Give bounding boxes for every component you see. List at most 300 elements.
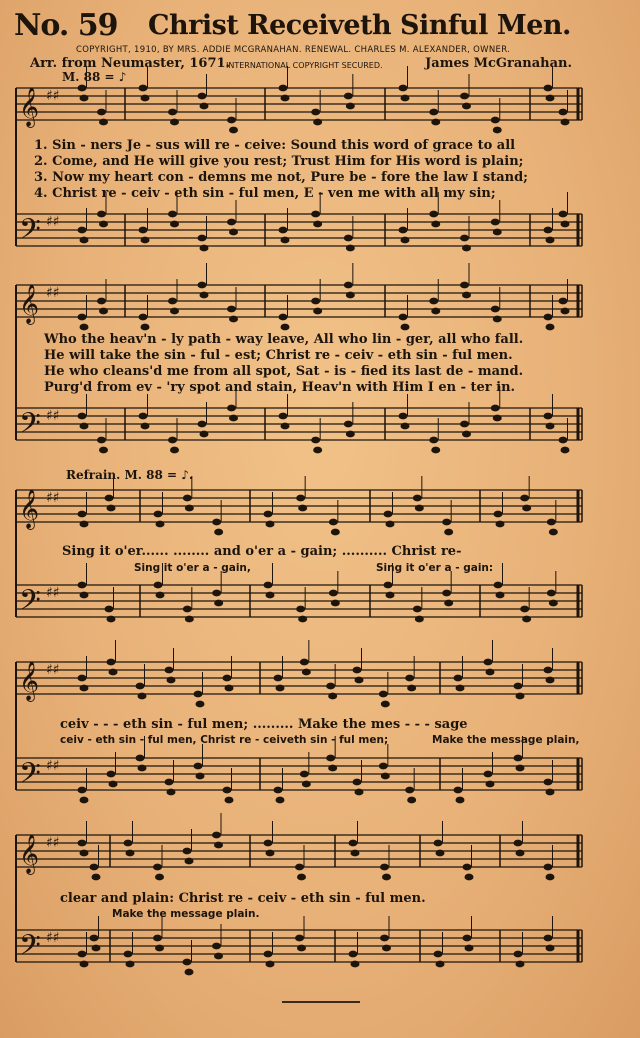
note-head bbox=[105, 606, 114, 613]
refrain-alto-line-1b: Sing it o'er a - gain: bbox=[376, 562, 494, 574]
note-head bbox=[214, 842, 223, 849]
note-head bbox=[401, 237, 410, 244]
note-head bbox=[229, 229, 238, 236]
note-head bbox=[170, 447, 179, 454]
note-head bbox=[185, 616, 194, 623]
note-head bbox=[227, 405, 236, 412]
note-head bbox=[105, 495, 114, 502]
note-head bbox=[436, 850, 445, 857]
note-head bbox=[298, 505, 307, 512]
note-head bbox=[194, 691, 203, 698]
note-head bbox=[547, 519, 556, 526]
note-head bbox=[107, 771, 116, 778]
note-head bbox=[546, 95, 555, 102]
note-head bbox=[313, 119, 322, 126]
note-head bbox=[434, 951, 443, 958]
note-head bbox=[296, 606, 305, 613]
note-head bbox=[229, 415, 238, 422]
note-head bbox=[520, 495, 529, 502]
note-head bbox=[78, 314, 87, 321]
refrain-alto-line-2a: ceiv - eth sin - ful men, Christ re - ceiveth sin - ful men; bbox=[60, 734, 389, 746]
refrain-tempo-marking: Refrain. M. 88 = ♪. bbox=[66, 468, 194, 482]
note-head bbox=[484, 659, 493, 666]
note-head bbox=[276, 797, 285, 804]
bass-clef: 𝄢 bbox=[19, 213, 41, 253]
note-head bbox=[107, 616, 116, 623]
note-head bbox=[141, 324, 150, 331]
note-head bbox=[384, 511, 393, 518]
note-head bbox=[170, 221, 179, 228]
note-head bbox=[544, 413, 553, 420]
note-head bbox=[559, 211, 568, 218]
hymn-title: Christ Receiveth Sinful Men. bbox=[148, 10, 571, 41]
note-head bbox=[460, 282, 469, 289]
note-head bbox=[124, 840, 133, 847]
note-head bbox=[165, 667, 174, 674]
note-head bbox=[80, 592, 89, 599]
note-head bbox=[460, 93, 469, 100]
note-head bbox=[109, 781, 118, 788]
note-head bbox=[124, 951, 133, 958]
note-head bbox=[546, 423, 555, 430]
note-head bbox=[109, 669, 118, 676]
note-head bbox=[463, 864, 472, 871]
note-head bbox=[168, 109, 177, 116]
note-head bbox=[311, 437, 320, 444]
note-head bbox=[460, 421, 469, 428]
note-head bbox=[429, 211, 438, 218]
note-head bbox=[80, 961, 89, 968]
note-head bbox=[386, 521, 395, 528]
note-head bbox=[328, 765, 337, 772]
note-head bbox=[329, 590, 338, 597]
note-head bbox=[90, 864, 99, 871]
note-head bbox=[279, 85, 288, 92]
note-head bbox=[493, 229, 502, 236]
note-head bbox=[80, 324, 89, 331]
note-head bbox=[266, 850, 275, 857]
note-head bbox=[496, 521, 505, 528]
note-head bbox=[415, 616, 424, 623]
note-head bbox=[274, 675, 283, 682]
note-head bbox=[165, 779, 174, 786]
note-head bbox=[136, 755, 145, 762]
note-head bbox=[463, 935, 472, 942]
note-head bbox=[302, 669, 311, 676]
note-head bbox=[139, 227, 148, 234]
note-head bbox=[494, 582, 503, 589]
bass-clef: 𝄢 bbox=[19, 757, 41, 797]
note-head bbox=[351, 961, 360, 968]
end-rule bbox=[282, 1001, 360, 1003]
note-head bbox=[346, 245, 355, 252]
note-head bbox=[462, 431, 471, 438]
note-head bbox=[407, 797, 416, 804]
note-head bbox=[462, 292, 471, 299]
note-head bbox=[136, 683, 145, 690]
note-head bbox=[413, 606, 422, 613]
note-head bbox=[227, 306, 236, 313]
note-head bbox=[313, 221, 322, 228]
note-head bbox=[225, 685, 234, 692]
note-head bbox=[380, 935, 389, 942]
note-head bbox=[264, 951, 273, 958]
note-head bbox=[107, 659, 116, 666]
verse-2-line-2: He will take the sin - ful - est; Christ re - ceiv - eth sin - ful men. bbox=[44, 348, 513, 363]
note-head bbox=[559, 437, 568, 444]
note-head bbox=[544, 314, 553, 321]
clefs bbox=[19, 87, 60, 969]
note-head bbox=[434, 840, 443, 847]
verse-2-line-1: 2. Come, and He will give you rest; Trust Him for His word is plain; bbox=[34, 154, 524, 169]
note-head bbox=[200, 245, 209, 252]
note-head bbox=[355, 789, 364, 796]
note-head bbox=[493, 127, 502, 134]
note-head bbox=[185, 858, 194, 865]
note-head bbox=[399, 413, 408, 420]
note-head bbox=[80, 850, 89, 857]
note-head bbox=[486, 781, 495, 788]
key-signature: ♯♯ bbox=[46, 490, 60, 506]
note-head bbox=[313, 308, 322, 315]
note-head bbox=[405, 787, 414, 794]
note-head bbox=[168, 298, 177, 305]
note-heads bbox=[78, 66, 570, 975]
note-head bbox=[380, 864, 389, 871]
bass-clef: 𝄢 bbox=[19, 584, 41, 624]
note-head bbox=[198, 93, 207, 100]
note-head bbox=[516, 850, 525, 857]
note-head bbox=[454, 675, 463, 682]
note-head bbox=[223, 675, 232, 682]
note-head bbox=[300, 659, 309, 666]
note-head bbox=[401, 95, 410, 102]
note-head bbox=[491, 219, 500, 226]
note-head bbox=[384, 582, 393, 589]
verse-4-line-1: 4. Christ re - ceiv - eth sin - ful men, E - ven me with all my sin; bbox=[34, 186, 496, 201]
note-head bbox=[331, 529, 340, 536]
note-head bbox=[80, 95, 89, 102]
note-head bbox=[295, 935, 304, 942]
note-head bbox=[444, 529, 453, 536]
note-head bbox=[544, 935, 553, 942]
note-head bbox=[99, 308, 108, 315]
note-head bbox=[544, 85, 553, 92]
note-head bbox=[212, 519, 221, 526]
note-head bbox=[78, 675, 87, 682]
note-head bbox=[295, 864, 304, 871]
note-head bbox=[168, 211, 177, 218]
note-head bbox=[382, 945, 391, 952]
note-head bbox=[99, 119, 108, 126]
note-head bbox=[227, 117, 236, 124]
refrain-line-1: Sing it o'er...... ........ and o'er a - gain; .......... Christ re- bbox=[62, 544, 462, 559]
note-head bbox=[442, 590, 451, 597]
note-head bbox=[431, 119, 440, 126]
note-head bbox=[549, 600, 558, 607]
note-head bbox=[170, 119, 179, 126]
note-head bbox=[183, 495, 192, 502]
key-signature: ♯♯ bbox=[46, 930, 60, 946]
note-head bbox=[346, 292, 355, 299]
treble-clef: 𝄞 bbox=[19, 489, 40, 529]
note-head bbox=[200, 292, 209, 299]
note-head bbox=[78, 511, 87, 518]
key-signature: ♯♯ bbox=[46, 662, 60, 678]
note-head bbox=[436, 961, 445, 968]
note-head bbox=[465, 874, 474, 881]
note-head bbox=[522, 616, 531, 623]
note-head bbox=[296, 495, 305, 502]
note-head bbox=[198, 235, 207, 242]
treble-clef: 𝄞 bbox=[19, 661, 40, 701]
note-head bbox=[99, 221, 108, 228]
note-head bbox=[386, 592, 395, 599]
note-head bbox=[154, 511, 163, 518]
treble-clef: 𝄞 bbox=[19, 87, 40, 127]
note-head bbox=[329, 519, 338, 526]
note-head bbox=[168, 437, 177, 444]
note-head bbox=[462, 103, 471, 110]
note-head bbox=[444, 600, 453, 607]
note-head bbox=[266, 521, 275, 528]
note-head bbox=[185, 505, 194, 512]
key-signature: ♯♯ bbox=[46, 585, 60, 601]
note-head bbox=[381, 701, 390, 708]
note-head bbox=[561, 221, 570, 228]
note-head bbox=[78, 582, 87, 589]
note-head bbox=[92, 874, 101, 881]
note-head bbox=[522, 505, 531, 512]
verse-3-line-1: 3. Now my heart con - demns me not, Pure be - fore the law I stand; bbox=[34, 170, 528, 185]
note-head bbox=[167, 789, 176, 796]
note-head bbox=[225, 797, 234, 804]
note-head bbox=[78, 840, 87, 847]
note-head bbox=[139, 413, 148, 420]
note-head bbox=[80, 797, 89, 804]
note-head bbox=[78, 951, 87, 958]
key-signature: ♯♯ bbox=[46, 835, 60, 851]
note-head bbox=[138, 693, 147, 700]
note-head bbox=[413, 495, 422, 502]
note-head bbox=[279, 413, 288, 420]
note-head bbox=[279, 314, 288, 321]
note-head bbox=[170, 308, 179, 315]
note-head bbox=[353, 667, 362, 674]
note-head bbox=[399, 85, 408, 92]
note-head bbox=[139, 85, 148, 92]
note-head bbox=[80, 423, 89, 430]
note-head bbox=[331, 600, 340, 607]
key-signature: ♯♯ bbox=[46, 88, 60, 104]
note-head bbox=[456, 797, 465, 804]
refrain-alto-line-2b: Make the message plain, bbox=[432, 734, 580, 746]
note-head bbox=[155, 874, 164, 881]
note-head bbox=[547, 590, 556, 597]
note-head bbox=[349, 840, 358, 847]
note-head bbox=[349, 951, 358, 958]
note-head bbox=[212, 590, 221, 597]
note-head bbox=[153, 935, 162, 942]
note-head bbox=[514, 755, 523, 762]
note-head bbox=[274, 787, 283, 794]
composer-credit: James McGranahan. bbox=[425, 56, 572, 71]
note-head bbox=[344, 235, 353, 242]
note-head bbox=[544, 227, 553, 234]
note-head bbox=[415, 505, 424, 512]
refrain-line-3: clear and plain: Christ re - ceiv - eth sin - ful men. bbox=[60, 891, 426, 906]
note-head bbox=[153, 864, 162, 871]
note-head bbox=[200, 431, 209, 438]
refrain-alto-line-3: Make the message plain. bbox=[112, 908, 260, 920]
note-head bbox=[97, 211, 106, 218]
key-signature: ♯♯ bbox=[46, 214, 60, 230]
note-head bbox=[264, 511, 273, 518]
note-head bbox=[355, 677, 364, 684]
treble-clef: 𝄞 bbox=[19, 284, 40, 324]
refrain-alto-line-1a: Sing it o'er a - gain, bbox=[134, 562, 251, 574]
note-head bbox=[126, 850, 135, 857]
note-head bbox=[429, 109, 438, 116]
note-head bbox=[544, 864, 553, 871]
note-head bbox=[514, 840, 523, 847]
hymn-number: No. 59 bbox=[14, 8, 118, 43]
note-head bbox=[194, 763, 203, 770]
note-head bbox=[561, 447, 570, 454]
verse-3-line-2: He who cleans'd me from all spot, Sat - is - fied its last de - mand. bbox=[44, 364, 524, 379]
note-head bbox=[465, 945, 474, 952]
note-head bbox=[80, 521, 89, 528]
note-head bbox=[546, 677, 555, 684]
note-head bbox=[227, 219, 236, 226]
note-head bbox=[302, 781, 311, 788]
note-head bbox=[264, 840, 273, 847]
note-head bbox=[78, 227, 87, 234]
bass-clef: 𝄢 bbox=[19, 929, 41, 969]
note-head bbox=[141, 237, 150, 244]
note-head bbox=[281, 324, 290, 331]
note-head bbox=[78, 413, 87, 420]
note-head bbox=[198, 421, 207, 428]
note-head bbox=[80, 685, 89, 692]
note-head bbox=[328, 693, 337, 700]
note-head bbox=[496, 592, 505, 599]
note-head bbox=[431, 447, 440, 454]
note-head bbox=[214, 529, 223, 536]
note-head bbox=[442, 519, 451, 526]
note-head bbox=[484, 771, 493, 778]
note-head bbox=[346, 103, 355, 110]
note-head bbox=[546, 874, 555, 881]
note-head bbox=[212, 943, 221, 950]
note-head bbox=[559, 109, 568, 116]
note-head bbox=[141, 423, 150, 430]
note-head bbox=[300, 771, 309, 778]
note-head bbox=[546, 789, 555, 796]
note-head bbox=[279, 227, 288, 234]
note-head bbox=[97, 109, 106, 116]
note-head bbox=[353, 779, 362, 786]
note-head bbox=[344, 421, 353, 428]
note-head bbox=[346, 431, 355, 438]
note-head bbox=[107, 505, 116, 512]
note-head bbox=[516, 765, 525, 772]
note-head bbox=[382, 874, 391, 881]
note-head bbox=[401, 324, 410, 331]
note-head bbox=[381, 773, 390, 780]
note-head bbox=[196, 701, 205, 708]
note-head bbox=[196, 773, 205, 780]
key-signature: ♯♯ bbox=[46, 758, 60, 774]
note-head bbox=[313, 447, 322, 454]
note-head bbox=[266, 961, 275, 968]
key-signature: ♯♯ bbox=[46, 408, 60, 424]
note-head bbox=[351, 850, 360, 857]
note-head bbox=[326, 683, 335, 690]
note-head bbox=[559, 298, 568, 305]
verse-1-line-1: 1. Sin - ners Je - sus will re - ceive: Sound this word of grace to all bbox=[34, 138, 516, 153]
note-head bbox=[281, 237, 290, 244]
note-head bbox=[298, 616, 307, 623]
note-head bbox=[214, 600, 223, 607]
note-head bbox=[561, 119, 570, 126]
note-head bbox=[344, 282, 353, 289]
note-head bbox=[154, 582, 163, 589]
note-head bbox=[214, 953, 223, 960]
note-head bbox=[546, 945, 555, 952]
note-head bbox=[544, 779, 553, 786]
note-head bbox=[90, 935, 99, 942]
note-head bbox=[198, 282, 207, 289]
note-head bbox=[264, 582, 273, 589]
note-head bbox=[379, 763, 388, 770]
note-head bbox=[561, 308, 570, 315]
note-head bbox=[311, 109, 320, 116]
note-head bbox=[379, 691, 388, 698]
arranger-credit: Arr. from Neumaster, 1671. bbox=[30, 56, 231, 71]
note-head bbox=[399, 227, 408, 234]
note-head bbox=[456, 685, 465, 692]
note-head bbox=[344, 93, 353, 100]
note-head bbox=[78, 85, 87, 92]
note-head bbox=[297, 945, 306, 952]
note-head bbox=[460, 235, 469, 242]
note-head bbox=[514, 683, 523, 690]
note-head bbox=[546, 237, 555, 244]
copyright-notice: COPYRIGHT, 1910, BY MRS. ADDIE MCGRANAHAN. RENEWAL. CHARLES M. ALEXANDER, OWNER. bbox=[76, 45, 511, 55]
note-head bbox=[549, 529, 558, 536]
note-head bbox=[183, 959, 192, 966]
note-head bbox=[493, 415, 502, 422]
note-head bbox=[454, 787, 463, 794]
note-head bbox=[546, 324, 555, 331]
verse-1-line-2: Who the heav'n - ly path - way leave, All who lin - ger, all who fall. bbox=[44, 332, 524, 347]
note-head bbox=[491, 405, 500, 412]
key-signature: ♯♯ bbox=[46, 285, 60, 301]
note-head bbox=[311, 298, 320, 305]
note-head bbox=[97, 298, 106, 305]
note-head bbox=[462, 245, 471, 252]
bass-clef: 𝄢 bbox=[19, 407, 41, 447]
refrain-line-2: ceiv - - - eth sin - ful men; ......... Make the mes - - - sage bbox=[60, 717, 468, 732]
note-head bbox=[281, 95, 290, 102]
note-head bbox=[80, 237, 89, 244]
note-head bbox=[212, 832, 221, 839]
note-head bbox=[429, 298, 438, 305]
note-head bbox=[276, 685, 285, 692]
note-head bbox=[92, 945, 101, 952]
note-head bbox=[167, 677, 176, 684]
